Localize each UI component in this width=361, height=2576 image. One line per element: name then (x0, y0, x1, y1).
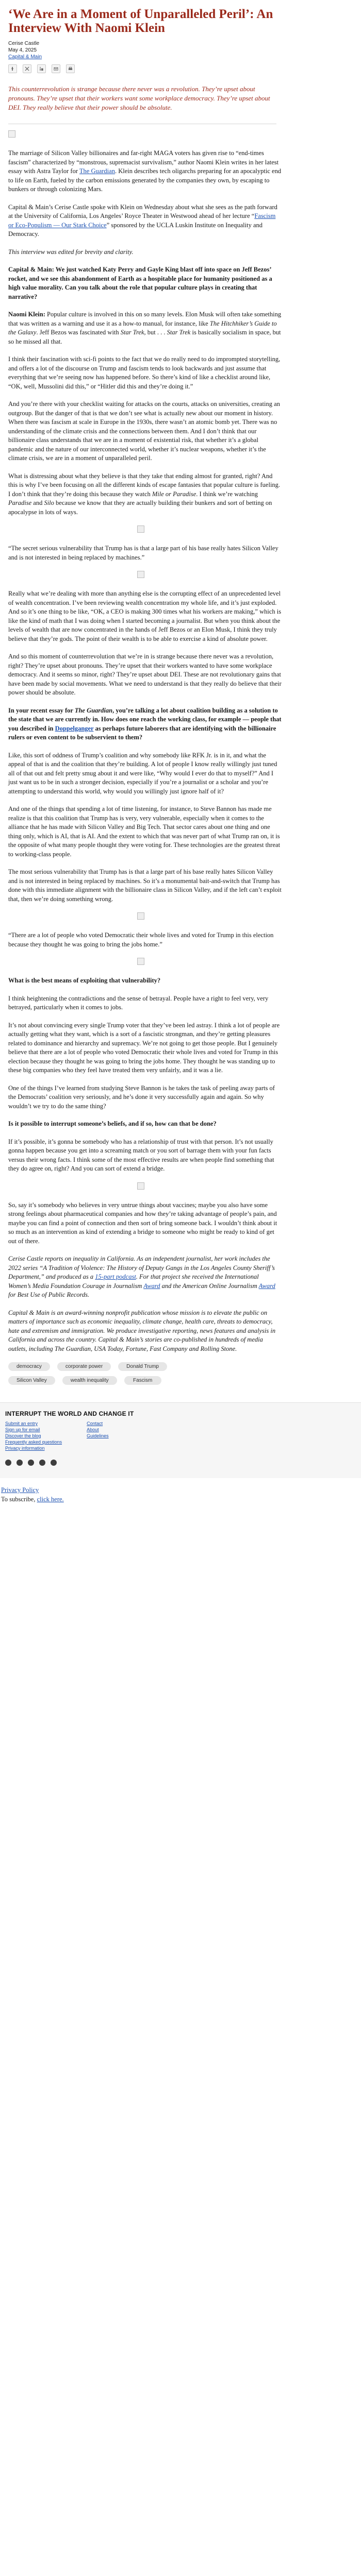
inline-link[interactable]: The Guardian (79, 167, 115, 175)
tag-list (8, 1362, 173, 1385)
share-twitter-button[interactable] (23, 64, 31, 73)
footer-link[interactable]: Frequently asked questions (5, 1439, 62, 1445)
body-paragraph: And one of the things that spending a lot of time listening, for instance, to Steve Bannon has made me realize is that this coalition that Trump has is very, very vulnerable, especially when it comes to the alliance that he has made with Silicon Valley and Big Tech. That sector cares about one thing and one thing only, which is AI, that is AI. And the extent to which that was never part of what Trump ran on, it is the opposite of what many people thought they were voting for. These technologies are the greatest threat to working-class people. (8, 805, 281, 858)
broken-image-icon (137, 526, 144, 533)
body-paragraph: What is distressing about what they believe is that they take that ending almost for granted, right? And this is why I’ve been focusing on all the different kinds of escape fantasies that popular culture is fueling. I don’t think that they’re doing this because they watch Mile or Paradise. I think we’re watching Paradise and Silo because we know that they are actually building their bunkers and sort of betting on apocalypse in lots of ways. (8, 472, 281, 516)
share-linkedin-button[interactable] (37, 64, 46, 73)
body-paragraph: The most serious vulnerability that Trump has is that a large part of his base really hates Silicon Valley and is not interested in being replaced by machines. So it’s a monumental bait-and-switch that Trump has done with this immediate alignment with the billionaire class in Silicon Valley, and if the left can’t exploit that, then we’re doing something wrong. (8, 868, 282, 903)
body-paragraph: Naomi Klein: Popular culture is involved in this on so many levels. Elon Musk will often take something that was written as a warning and use it as a how-to manual, for instance, like The Hitchhiker’s Guide to the Galaxy. Jeff Bezos was fascinated with Star Trek, but . . . Star Trek is basically socialism in space, but so he missed all that. (8, 311, 282, 345)
print-icon (68, 66, 73, 71)
twitter-icon (25, 66, 29, 71)
byline (8, 40, 282, 60)
linkedin-icon (39, 66, 44, 71)
tag-chip[interactable]: Donald Trump (118, 1362, 167, 1371)
instagram-icon[interactable] (28, 1460, 34, 1466)
facebook-icon (10, 66, 15, 71)
body-paragraph: One of the things I’ve learned from studying Steve Bannon is he takes the task of peeling away parts of the Democrats’ coalition very seriously, and he’s done it very successfully again and again. So why wouldn’t we try to do the same thing? (8, 1084, 275, 1110)
tag-chip[interactable]: Fascism (124, 1376, 161, 1385)
body-paragraph: “The secret serious vulnerability that Trump has is that a large part of his base really hates Silicon Valley and is not interested in being replaced by machines.” (8, 545, 278, 561)
publish-date: May 4, 2025 (8, 47, 37, 53)
article-headline: ‘We Are in a Moment of Unparalleled Peril’: An Interview With Naomi Klein (8, 7, 273, 35)
footer-link[interactable]: Privacy information (5, 1446, 45, 1451)
tag-chip[interactable]: democracy (8, 1362, 50, 1371)
interview-question: What is the best means of exploiting that vulnerability? (8, 977, 161, 984)
tag-chip[interactable]: Silicon Valley (8, 1376, 55, 1385)
inline-link[interactable]: Award (143, 1282, 160, 1290)
article-image-placeholder (8, 130, 276, 149)
italic-note: Cerise Castle reports on inequality in California. As an independent journalist, her work includes the 2022 series “A Tradition of Violence: The History of Deputy Gangs in the Los Angeles County Sheriff’s Department,” and produced as a 15-part podcast. For that project she received the International Women’s Media Foundation Courage in Journalism Award and the American Online Journalism Award for Best Use of Public Records. (8, 1255, 275, 1298)
footer-link[interactable]: About (87, 1427, 99, 1432)
privacy-policy-link[interactable]: Privacy Policy (1, 1486, 39, 1494)
subscribe-prefix: To subscribe, (1, 1496, 37, 1503)
body-paragraph: Really what we’re dealing with more than anything else is the corrupting effect of an unprecedented level of wealth concentration. I’ve been reviewing wealth concentration my whole life, and it’s just exploded. And so it’s one thing to be like, “OK, a CEO is making 300 times what his workers are making,” which is like the kind of math that I was doing when I started becoming a journalist. But when you think about the levels of wealth that are now concentrated in the hands of Jeff Bezos or an Elon Musk, I think they truly believe that they’re gods. The point of their wealth is to be able to exercise a kind of absolute power. (8, 590, 282, 642)
body-paragraph: I think heightening the contradictions and the sense of betrayal. People have a right to feel very, very betrayed, particularly when it comes to jobs. (8, 994, 269, 1011)
interview-question: Is it possible to interrupt someone’s beliefs, and if so, how can that be done? (8, 1120, 217, 1127)
footer-link[interactable]: Sign up for email (5, 1427, 40, 1432)
rss-icon[interactable] (51, 1460, 57, 1466)
tag-chip[interactable]: corporate power (57, 1362, 111, 1371)
broken-image-icon (8, 130, 15, 138)
footer-link[interactable]: Submit an entry (5, 1421, 38, 1426)
body-paragraph: If it’s possible, it’s gonna be somebody who has a relationship of trust with that person. It’s not usually gonna happen because you get into a screaming match or you sort of barrage them with your fun facts versus their wrong facts. I think some of the most effective results are when people find something that they do agree on, right? And you can sort of extend a bridge. (8, 1138, 274, 1172)
footer-links-secondary (87, 1420, 109, 1451)
footer-title: INTERRUPT THE WORLD AND CHANGE IT (5, 1410, 134, 1417)
article (8, 0, 282, 1385)
body-paragraph: And so this moment of counterrevolution that we’re in is strange because there never was a revolution, right? They’re upset about pronouns. They’re upset that their workers wanted to have some workplace democracy. And it seems so minor, right? They’re upset about DEI. These are not revolutionary gains that have been made by social movements. What we need to understand is that they really do believe that their power should be absolute. (8, 653, 282, 696)
site-credit-link[interactable]: Capital & Main (8, 54, 42, 60)
twitter-icon[interactable] (17, 1460, 23, 1466)
broken-image-icon (137, 571, 144, 578)
footer-link[interactable]: Guidelines (87, 1433, 109, 1438)
share-facebook-button[interactable] (8, 64, 17, 73)
article-dek: This counterrevolution is strange because there never was a revolution. They’re upset about pronouns. They’re upset that their workers want some workplace democracy. They’re upset about DEI. They really believe that their power should be absolute. (8, 85, 270, 111)
email-icon (54, 66, 58, 71)
body-paragraph: It’s not about convincing every single Trump voter that they’ve been led astray. I think a lot of people are actually getting what they want, which is a sort of a fascistic strongman, and they’re getting pleasures related to dominance and hierarchy and supremacy. We’re not going to get those people. But I genuinely believe that there are a lot of people who voted Democratic their whole lives and voted for Trump in this election because they thought he was going to bring the jobs home. They thought he was standing up to these big companies who they feel have treated them very unfairly, and it was a lie. (8, 1021, 280, 1074)
body-paragraph: And you’re there with your checklist waiting for attacks on the courts, attacks on universities, creating an outgroup. But the danger of that is that we don’t see what is actually new about our moment in history. When there was fascism at scale in Europe in the 1930s, there wasn’t an atomic bomb yet. There was no understanding of the climate crisis and the connections between them. And I don’t think that our billionaire class understands that we are in a moment of existential risk, that whether it’s a global pandemic and the nature of our interconnected world, whether it’s nuclear weapons, whether it’s the climate crisis, we are in a moment of unparalleled peril. (8, 400, 280, 462)
site-footer (0, 1402, 361, 1478)
facebook-icon[interactable] (5, 1460, 11, 1466)
youtube-icon[interactable] (39, 1460, 45, 1466)
share-row (8, 64, 282, 73)
footer-link[interactable]: Discover the blog (5, 1433, 41, 1438)
body-paragraph: “There are a lot of people who voted Democratic their whole lives and voted for Trump in this election because they thought he was going to bring the jobs home.” (8, 931, 274, 948)
inline-link[interactable]: Fascism or Eco-Populism — Our Stark Choice (8, 212, 276, 229)
italic-note: This interview was edited for brevity and clarity. (8, 248, 134, 256)
inline-link[interactable]: 15-part podcast (95, 1273, 136, 1280)
inline-link[interactable]: Doppelganger (55, 724, 94, 732)
bottom-links (0, 1478, 361, 1504)
article-body (8, 149, 282, 1353)
footer-link[interactable]: Contact (87, 1421, 103, 1426)
interview-question: In your recent essay for The Guardian, you’re talking a lot about coalition building as a solution to the state that we are currently in. How does one reach the working class, for example — people that you described in Doppelganger as perhaps future laborers that are identifying with the billionaire rulers or even content to be subservient to them? (8, 706, 282, 741)
body-paragraph: Like, this sort of oddness of Trump’s coalition and why somebody like RFK Jr. is in it, and what the appeal of that is and the coalition that they’re building. A lot of people I know really willingly just tuned all of that out and felt pretty smug about it and were like, “Why would I ever do that to myself?” And I just want us to be in such a stronger decision, especially if you’re a journalist or a scholar and you’re attempting to understand this world, why would you willingly just ignore half of it? (8, 751, 277, 795)
author-name: Cerise Castle (8, 41, 40, 46)
body-paragraph: Capital & Main’s Cerise Castle spoke with Klein on Wednesday about what she sees as the path forward at the University of California, Los Angeles’ Royce Theater in Westwood ahead of her lecture “Fascism or Eco-Populism — Our Stark Choice” sponsored by the UCLA Luskin Institute on Inequality and Democracy. (8, 203, 277, 238)
tag-chip[interactable]: wealth inequality (62, 1376, 117, 1385)
share-email-button[interactable] (52, 64, 60, 73)
italic-note: Capital & Main is an award-winning nonprofit publication whose mission is to elevate the public on matters of importance such as economic inequality, climate change, health care, threats to democracy, hate and extremism and immigration. We produce investigative reporting, news features and analysis in California and across the country. Capital & Main’s stories are co-published in hundreds of media outlets, including The Guardian, USA Today, Fortune, Fast Company and Rolling Stone. (8, 1309, 276, 1352)
broken-image-icon (137, 958, 144, 965)
subscribe-link[interactable]: click here. (37, 1496, 64, 1503)
footer-links-primary (5, 1420, 62, 1451)
inline-link[interactable]: Award (258, 1282, 275, 1290)
broken-image-icon (137, 912, 144, 920)
body-paragraph: The marriage of Silicon Valley billionaires and far-right MAGA voters has given rise to “end-times fascism” characterized by “monstrous, supremacist survivalism,” author Naomi Klein writes in her latest essay with Astra Taylor for The Guardian. Klein describes tech oligarchs preparing for an apocalyptic end to life on Earth, fueled by the carbon emissions generated by the companies they own, by escaping to bunkers or through colonizing Mars. (8, 149, 282, 193)
body-paragraph: I think their fascination with sci-fi points to the fact that we do really need to do imprompted storytelling, and offers a lot of the discourse on Trump and fascism tends to look backwards and just assume that everything that we’re seeing now has happened before. So there’s kind of like a checklist around like, “OK, well, Mussolini did this,” or “Hitler did this and they’re doing it.” (8, 355, 281, 390)
broken-image-icon (137, 1182, 144, 1190)
share-print-button[interactable] (66, 64, 75, 73)
footer-social-icons (5, 1460, 284, 1466)
interview-question: Capital & Main: We just watched Katy Perry and Gayle King blast off into space on Jeff Bezos’ rocket, and we see this abandonment of Earth as a hospitable place for humanity positioned as a high value morality. Can you talk about the role that popular culture plays in creating that narrative? (8, 266, 272, 300)
body-paragraph: So, say it’s somebody who believes in very untrue things about vaccines; maybe you also have some strong feelings about pharmaceutical companies and how they’re taking advantage of people’s pain, and maybe you can find a point of connection and then sort of bring someone back. I wouldn’t think about it so much as an intervention as kind of extending a bridge to someone who might be ready to kind of get out of there. (8, 1201, 277, 1245)
